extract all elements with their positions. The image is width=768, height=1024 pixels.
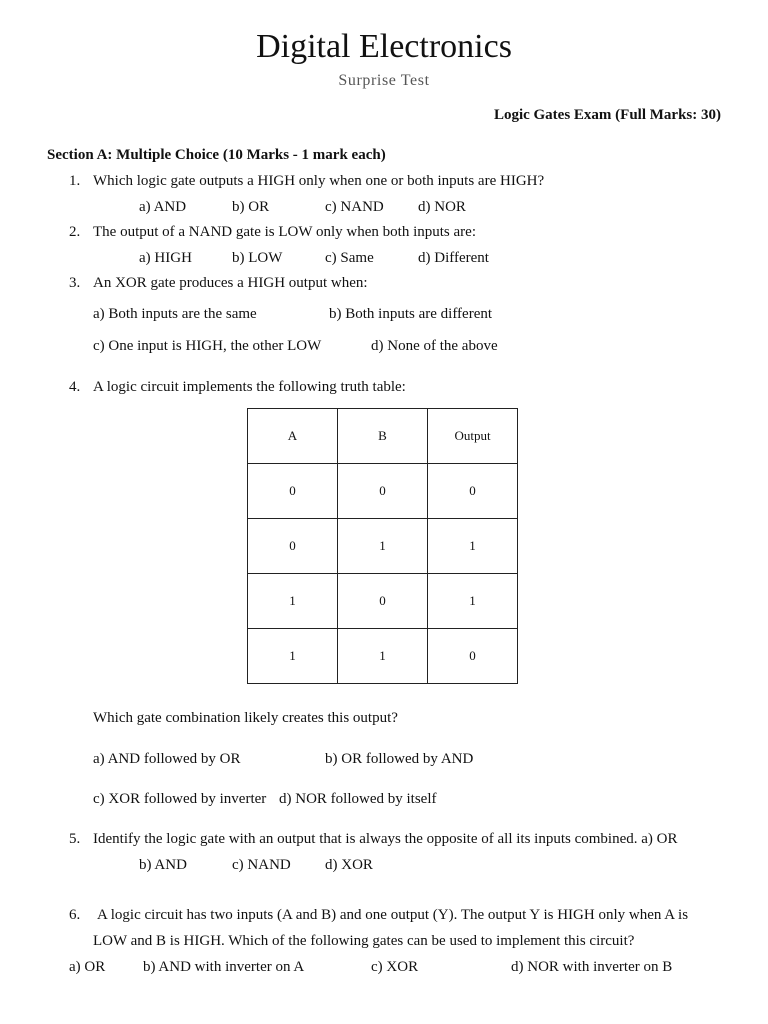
option-c: c) One input is HIGH, the other LOW xyxy=(93,338,322,354)
table-cell: 0 xyxy=(338,464,428,519)
option-d: d) Different xyxy=(418,250,489,266)
option-d: d) NOR with inverter on B xyxy=(511,959,673,975)
option-a: a) AND xyxy=(139,199,187,215)
question-text: An XOR gate produces a HIGH output when: xyxy=(93,275,368,291)
question-number: 2. xyxy=(69,224,81,240)
option-d: d) NOR followed by itself xyxy=(279,791,437,807)
option-b: b) Both inputs are different xyxy=(329,306,493,322)
table-cell: 1 xyxy=(248,629,338,684)
question-number: 5. xyxy=(69,831,81,847)
option-d: d) NOR xyxy=(418,199,466,215)
table-row xyxy=(248,629,518,684)
option-a: a) Both inputs are the same xyxy=(93,306,257,322)
table-cell: 0 xyxy=(338,574,428,629)
question-text-line-1: A logic circuit has two inputs (A and B) and one output (Y). The output Y is HIGH only when A is xyxy=(97,907,689,923)
option-d: d) None of the above xyxy=(371,338,498,354)
option-d: d) XOR xyxy=(325,857,373,873)
option-b: b) AND xyxy=(139,857,187,873)
question-number: 3. xyxy=(69,275,81,291)
table-row xyxy=(248,464,518,519)
option-b: b) LOW xyxy=(232,250,283,266)
question-text: Identify the logic gate with an output that is always the opposite of all its inputs combined. a) OR xyxy=(93,831,678,847)
table-cell: 1 xyxy=(428,519,518,574)
option-c: c) NAND xyxy=(232,857,291,873)
table-cell: 1 xyxy=(428,574,518,629)
question-text: A logic circuit implements the following truth table: xyxy=(93,379,406,395)
page-subtitle: Surprise Test xyxy=(338,72,430,89)
column-header: A xyxy=(248,409,338,464)
table-cell: 0 xyxy=(248,519,338,574)
option-b: b) OR followed by AND xyxy=(325,751,474,767)
section-a-heading: Section A: Multiple Choice (10 Marks - 1 mark each) xyxy=(47,147,386,163)
question-text-line-2: LOW and B is HIGH. Which of the following gates can be used to implement this circuit? xyxy=(93,933,635,949)
column-header: B xyxy=(338,409,428,464)
table-cell: 0 xyxy=(428,629,518,684)
exam-heading: Logic Gates Exam (Full Marks: 30) xyxy=(493,107,721,123)
option-a: a) AND followed by OR xyxy=(93,751,241,767)
table-header-row xyxy=(248,409,518,464)
option-a: a) HIGH xyxy=(139,250,192,266)
option-b: b) AND with inverter on A xyxy=(143,959,305,975)
question-followup: Which gate combination likely creates this output? xyxy=(93,710,398,726)
question-number: 6. xyxy=(69,907,81,923)
question-text: Which logic gate outputs a HIGH only when one or both inputs are HIGH? xyxy=(93,173,545,189)
option-a: a) OR xyxy=(69,959,106,975)
truth-table xyxy=(247,408,518,684)
option-c: c) Same xyxy=(325,250,374,266)
table-cell: 1 xyxy=(248,574,338,629)
page-title: Digital Electronics xyxy=(256,28,512,65)
option-c: c) XOR followed by inverter xyxy=(93,791,267,807)
table-cell: 1 xyxy=(338,519,428,574)
column-header: Output xyxy=(428,409,518,464)
table-cell: 1 xyxy=(338,629,428,684)
option-c: c) XOR xyxy=(371,959,419,975)
question-number: 1. xyxy=(69,173,81,189)
table-cell: 0 xyxy=(248,464,338,519)
table-cell: 0 xyxy=(428,464,518,519)
table-row xyxy=(248,519,518,574)
question-number: 4. xyxy=(69,379,81,395)
option-c: c) NAND xyxy=(325,199,384,215)
table-row xyxy=(248,574,518,629)
option-b: b) OR xyxy=(232,199,270,215)
question-text: The output of a NAND gate is LOW only when both inputs are: xyxy=(93,224,476,240)
